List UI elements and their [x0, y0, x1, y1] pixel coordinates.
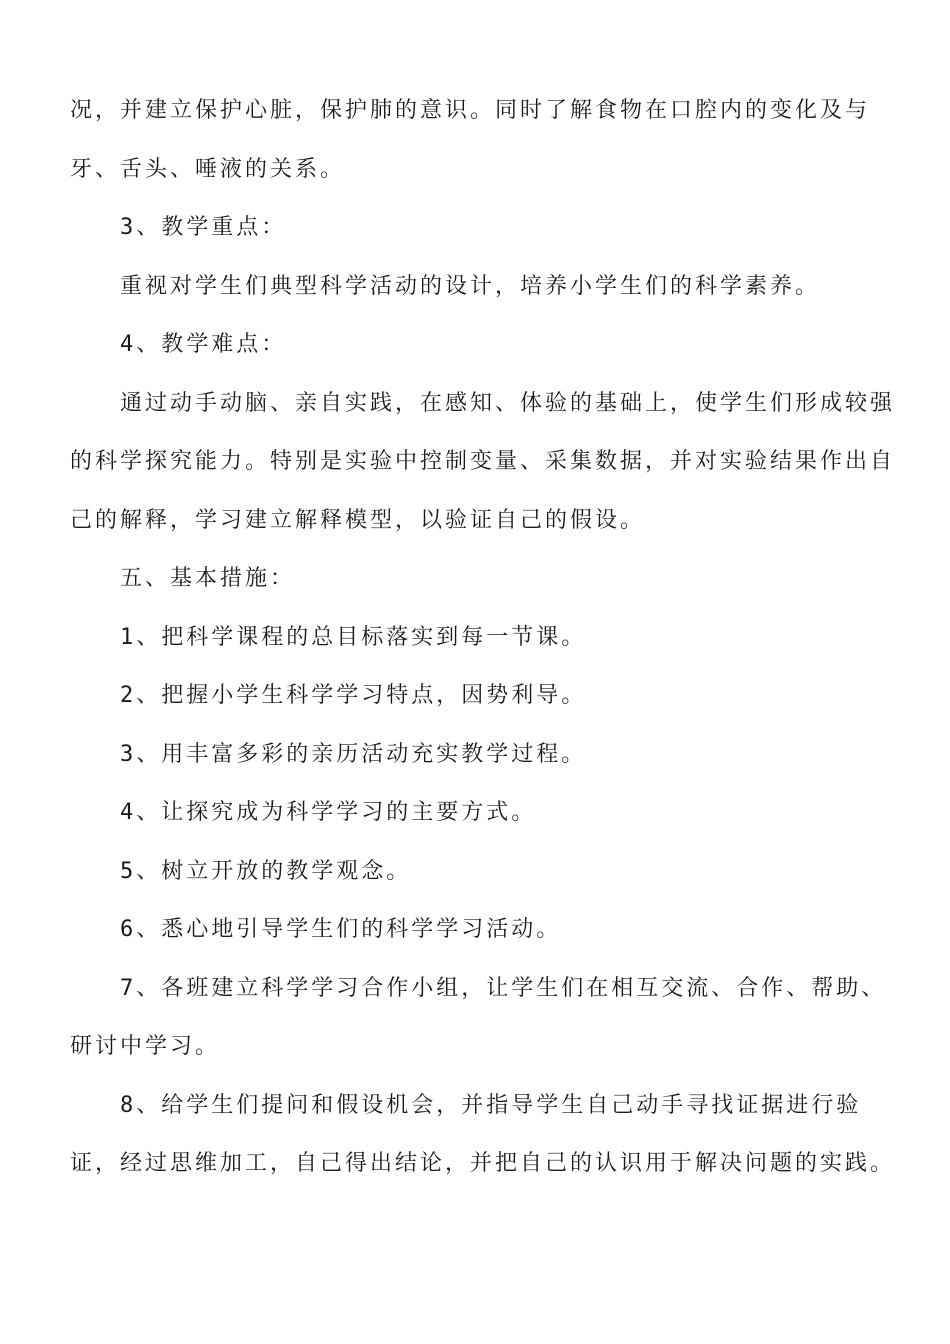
- body-text: [70, 82, 900, 1194]
- list-item-measure-4: 4、让探究成为科学学习的主要方式。: [120, 800, 537, 825]
- list-item-measure-3: 3、用丰富多彩的亲历活动充实教学过程。: [120, 741, 587, 767]
- list-item-measure-8: 8、给学生们提问和假设机会，并指导学生自己动手寻找证据进行验证，经过思维加工，自己得出结论，并把自己的认识用于解决问题的实践。: [70, 1092, 896, 1176]
- heading-teaching-difficulty: 4、教学难点：: [120, 332, 287, 357]
- list-item-measure-6: 6、悉心地引导学生们的科学学习活动。: [120, 917, 562, 942]
- list-item-measure-1: 1、把科学课程的总目标落实到每一节课。: [120, 624, 587, 650]
- paragraph-teaching-focus: 重视对学生们典型科学活动的设计，培养小学生们的科学素养。: [120, 273, 821, 299]
- list-item-measure-5: 5、树立开放的教学观念。: [120, 858, 412, 884]
- paragraph-intro-continuation: 况，并建立保护心脏，保护肺的意识。同时了解食物在口腔内的变化及与牙、舌头、唾液的关系。: [70, 98, 871, 182]
- heading-basic-measures: 五、基本措施：: [120, 566, 296, 591]
- paragraph-teaching-difficulty: 通过动手动脑、亲自实践，在感知、体验的基础上，使学生们形成较强的科学探究能力。特别是实验中控制变量、采集数据，并对实验结果作出自己的解释，学习建立解释模型，以验证自己的假设。: [70, 390, 896, 533]
- list-item-measure-2: 2、把握小学生科学学习特点，因势利导。: [120, 683, 587, 708]
- list-item-measure-7: 7、各班建立科学学习合作小组，让学生们在相互交流、合作、帮助、研讨中学习。: [70, 975, 887, 1059]
- heading-teaching-focus: 3、教学重点：: [120, 215, 287, 240]
